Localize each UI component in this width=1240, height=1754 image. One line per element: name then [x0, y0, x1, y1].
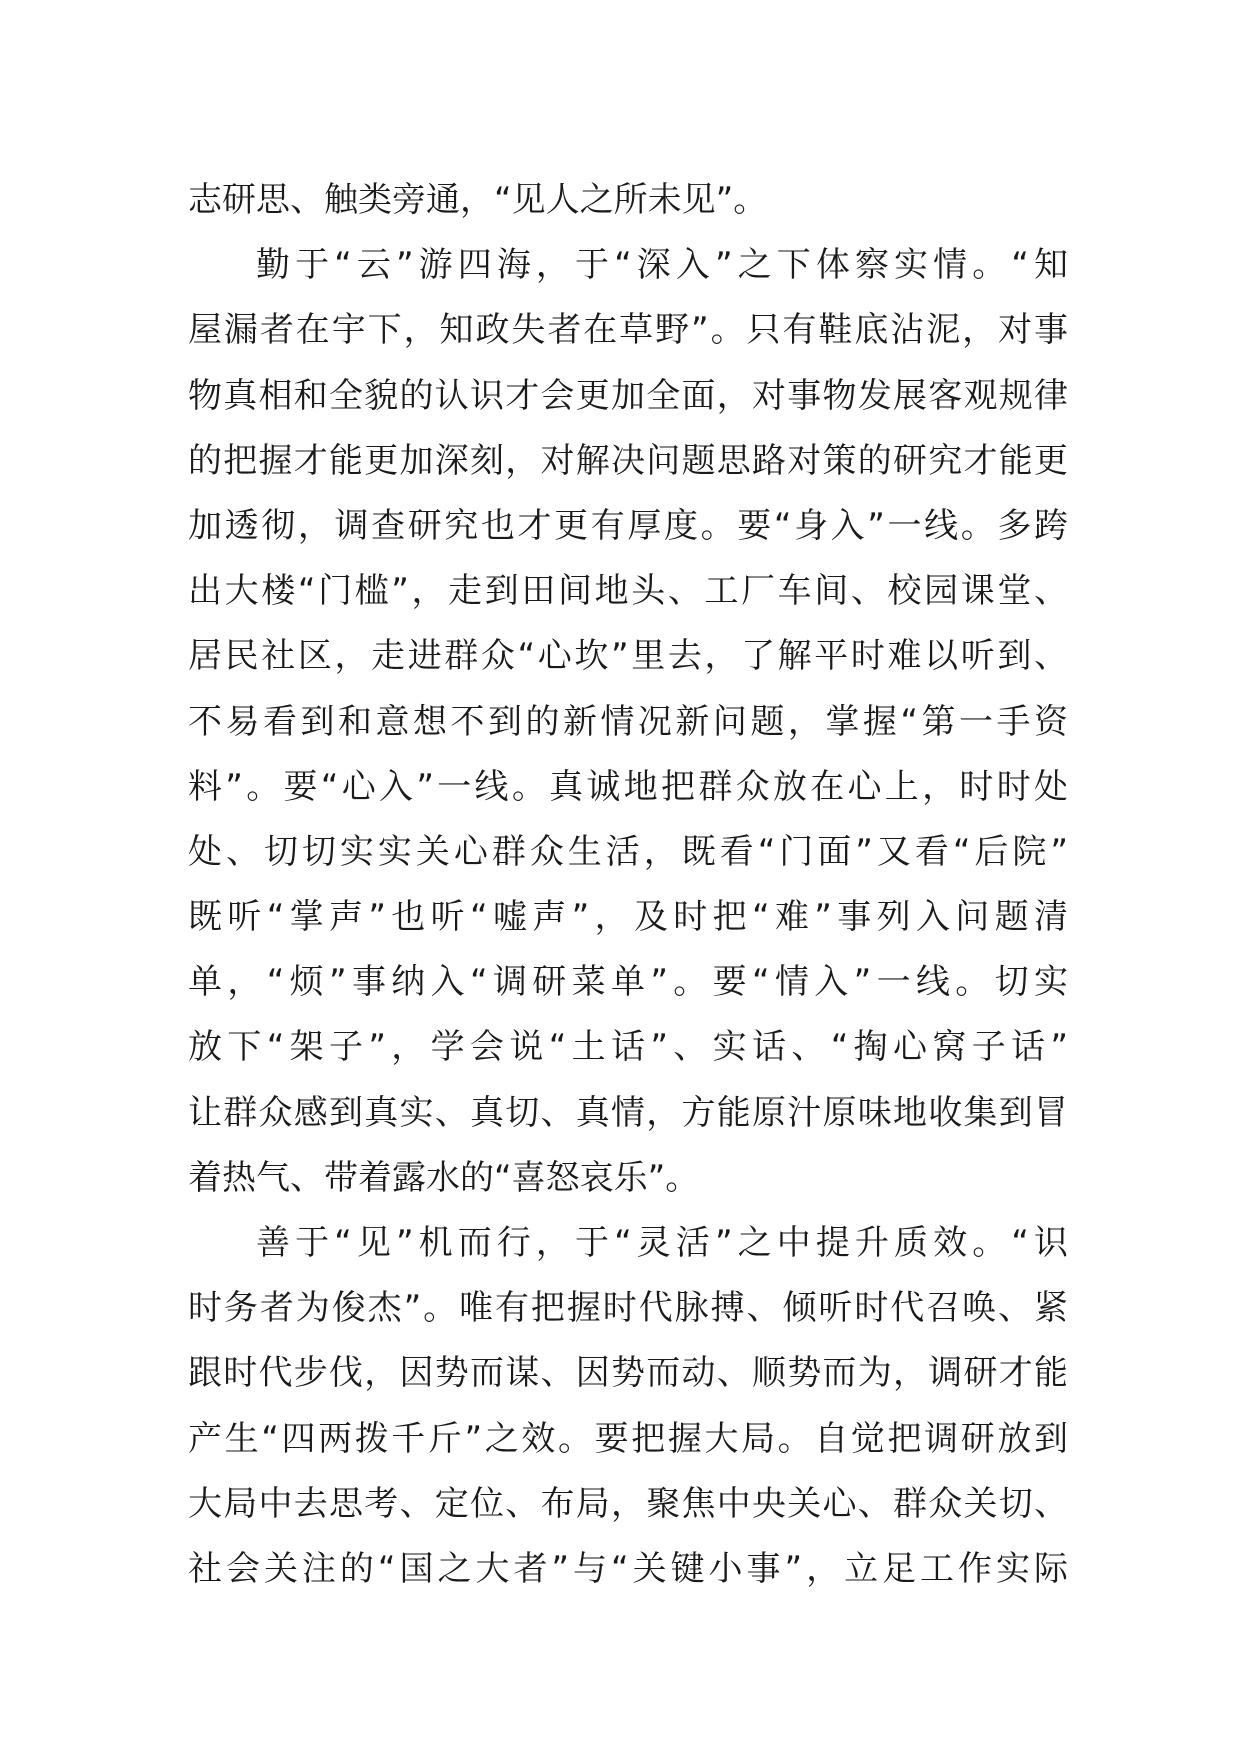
body-text	[188, 168, 1068, 1602]
text-line: 大局中去思考、定位、布局，聚焦中央关心、群众关切、	[188, 1483, 1068, 1524]
text-line: 放下“架子”，学会说“土话”、实话、“掏心窝子话”	[188, 1027, 1068, 1068]
text-line: 屋漏者在宇下，知政失者在草野”。只有鞋底沾泥，对事	[188, 310, 1068, 351]
text-line: 处、切切实实关心群众生活，既看“门面”又看“后院”	[188, 831, 1068, 872]
text-line: 物真相和全貌的认识才会更加全面，对事物发展客观规律	[188, 375, 1068, 416]
text-line: 不易看到和意想不到的新情况新问题，掌握“第一手资	[188, 701, 1068, 742]
text-line: 着热气、带着露水的“喜怒哀乐”。	[188, 1157, 700, 1198]
text-line: 料”。要“心入”一线。真诚地把群众放在心上，时时处	[188, 766, 1068, 807]
text-line: 既听“掌声”也听“嘘声”，及时把“难”事列入问题清	[188, 897, 1068, 938]
text-line: 居民社区，走进群众“心坎”里去，了解平时难以听到、	[188, 636, 1068, 677]
text-line: 产生“四两拨千斤”之效。要把握大局。自觉把调研放到	[188, 1418, 1068, 1459]
text-line: 加透彻，调查研究也才更有厚度。要“身入”一线。多跨	[188, 505, 1068, 546]
text-line: 志研思、触类旁通，“见人之所未见”。	[188, 180, 768, 220]
text-line: 勤于“云”游四海，于“深入”之下体察实情。“知	[256, 245, 1068, 286]
text-line: 让群众感到真实、真切、真情，方能原汁原味地收集到冒	[188, 1092, 1068, 1133]
text-line: 跟时代步伐，因势而谋、因势而动、顺势而为，调研才能	[188, 1353, 1068, 1394]
text-line: 善于“见”机而行，于“灵活”之中提升质效。“识	[256, 1223, 1068, 1263]
text-line: 时务者为俊杰”。唯有把握时代脉搏、倾听时代召唤、紧	[188, 1288, 1068, 1329]
text-line: 单，“烦”事纳入“调研菜单”。要“情入”一线。切实	[188, 962, 1068, 1003]
text-line: 出大楼“门槛”，走到田间地头、工厂车间、校园课堂、	[188, 571, 1068, 612]
text-line: 社会关注的“国之大者”与“关键小事”，立足工作实际	[188, 1548, 1068, 1589]
text-line: 的把握才能更加深刻，对解决问题思路对策的研究才能更	[188, 440, 1068, 481]
